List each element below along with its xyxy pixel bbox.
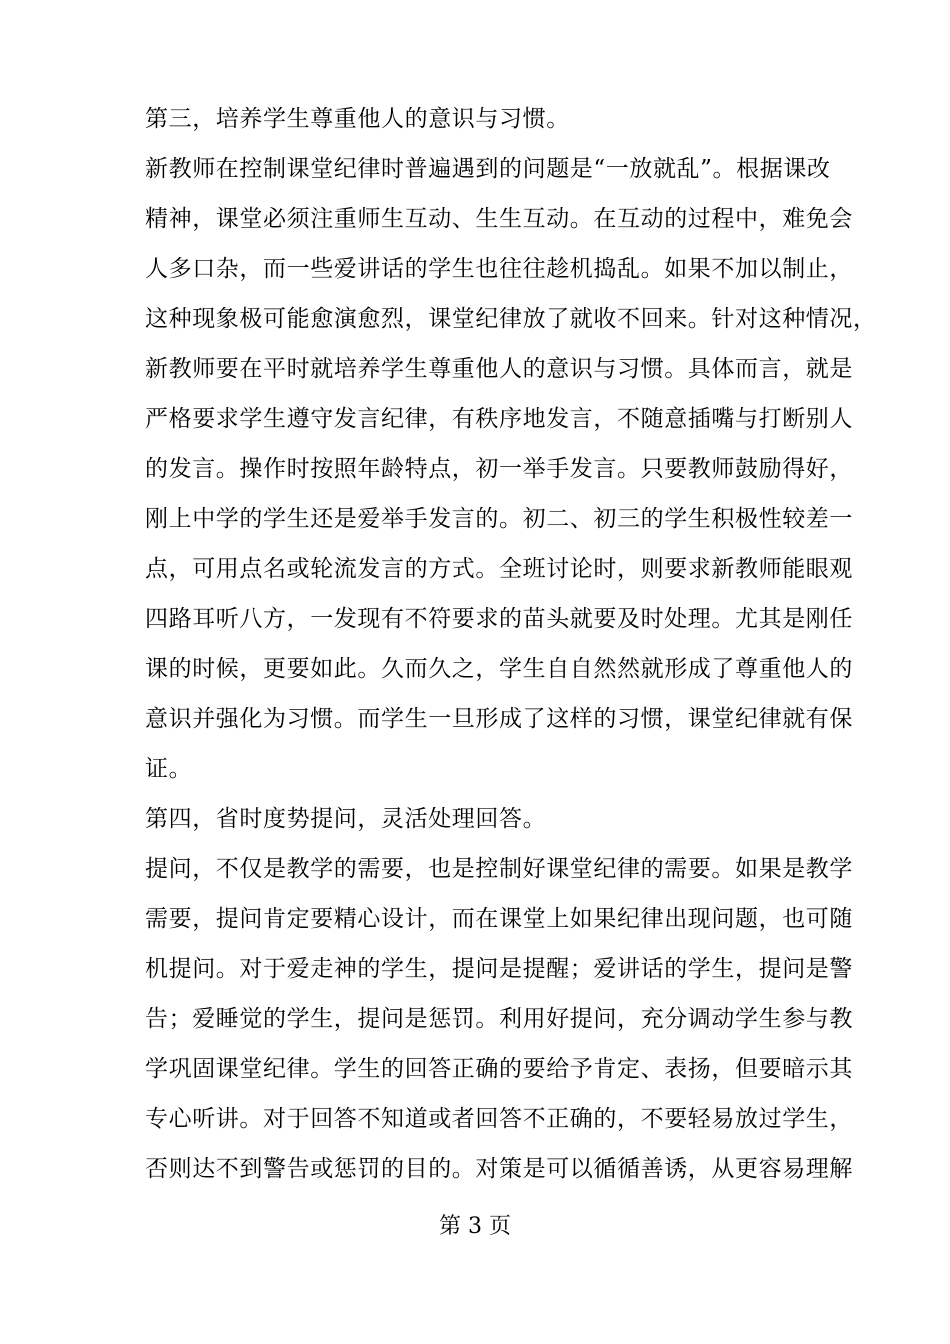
paragraph-line: 提问，不仅是教学的需要，也是控制好课堂纪律的需要。如果是教学 — [145, 856, 853, 882]
paragraph-line: 新教师在控制课堂纪律时普遍遇到的问题是“一放就乱”。根据课改 — [145, 156, 831, 182]
paragraph-line: 严格要求学生遵守发言纪律，有秩序地发言，不随意插嘴与打断别人 — [145, 406, 853, 432]
heading-line: 第四，省时度势提问，灵活处理回答。 — [145, 806, 547, 832]
paragraph-line: 四路耳听八方，一发现有不符要求的苗头就要及时处理。尤其是刚任 — [145, 606, 853, 632]
paragraph-line: 新教师要在平时就培养学生尊重他人的意识与习惯。具体而言，就是 — [145, 356, 853, 382]
paragraph-line: 人多口杂，而一些爱讲话的学生也往往趁机捣乱。如果不加以制止， — [145, 256, 853, 282]
paragraph-line: 告；爱睡觉的学生，提问是惩罚。利用好提问，充分调动学生参与教 — [145, 1006, 853, 1032]
paragraph-line: 机提问。对于爱走神的学生，提问是提醒；爱讲话的学生，提问是警 — [145, 956, 853, 982]
paragraph-line: 课的时候，更要如此。久而久之，学生自自然然就形成了尊重他人的 — [145, 656, 853, 682]
paragraph-line: 需要，提问肯定要精心设计，而在课堂上如果纪律出现问题，也可随 — [145, 906, 853, 932]
paragraph-line: 意识并强化为习惯。而学生一旦形成了这样的习惯，课堂纪律就有保 — [145, 706, 853, 732]
paragraph-line: 点，可用点名或轮流发言的方式。全班讨论时，则要求新教师能眼观 — [145, 556, 853, 582]
heading-line: 第三，培养学生尊重他人的意识与习惯。 — [145, 106, 570, 132]
paragraph-line: 否则达不到警告或惩罚的目的。对策是可以循循善诱，从更容易理解 — [145, 1156, 853, 1182]
paragraph-line: 证。 — [145, 756, 193, 782]
paragraph-line: 这种现象极可能愈演愈烈，课堂纪律放了就收不回来。针对这种情况， — [145, 306, 877, 332]
paragraph-line: 精神，课堂必须注重师生互动、生生互动。在互动的过程中，难免会 — [145, 206, 853, 232]
paragraph-line: 学巩固课堂纪律。学生的回答正确的要给予肯定、表扬，但要暗示其 — [145, 1056, 853, 1082]
paragraph-line: 专心听讲。对于回答不知道或者回答不正确的，不要轻易放过学生， — [145, 1106, 853, 1132]
paragraph-line: 刚上中学的学生还是爱举手发言的。初二、初三的学生积极性较差一 — [145, 506, 853, 532]
paragraph-line: 的发言。操作时按照年龄特点，初一举手发言。只要教师鼓励得好， — [145, 456, 853, 482]
page-number: 第 3 页 — [439, 1214, 511, 1239]
